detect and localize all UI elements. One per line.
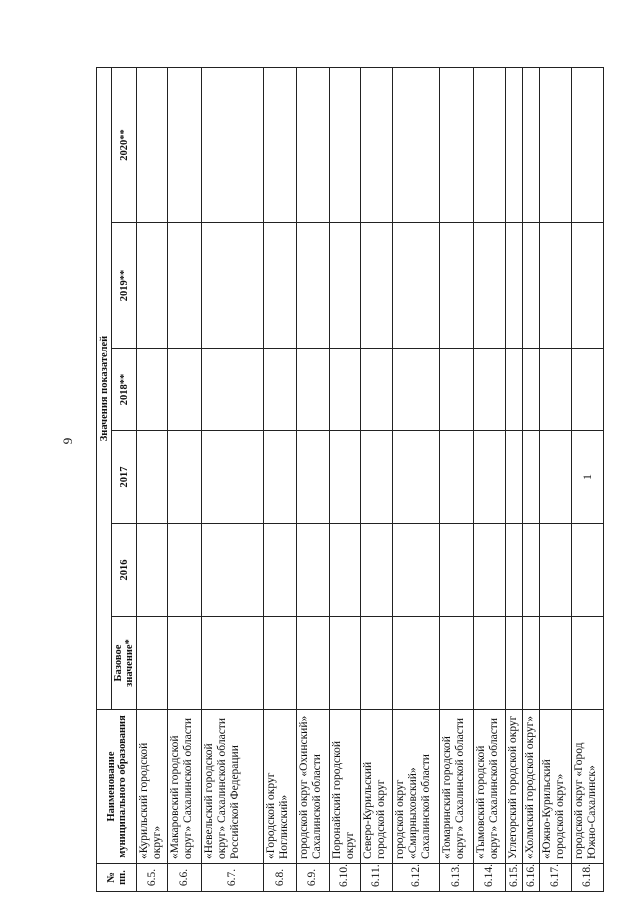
value-base	[393, 617, 440, 710]
row-name: городской округ «Город Южно-Сахалинск»	[571, 710, 603, 864]
value-base	[137, 617, 168, 710]
row-number: 6.10.	[329, 864, 360, 892]
value-2020	[263, 68, 296, 223]
value-2020	[440, 68, 473, 223]
value-2020	[473, 68, 505, 223]
value-2019	[393, 223, 440, 349]
table-row	[263, 68, 296, 892]
value-base	[263, 617, 296, 710]
row-number: 6.7.	[201, 864, 263, 892]
row-number: 6.18.	[571, 864, 603, 892]
value-2020	[360, 68, 392, 223]
value-2018	[393, 349, 440, 431]
header-name: Наименование муниципального образования	[97, 710, 137, 864]
value-2020	[137, 68, 168, 223]
table-row	[571, 68, 603, 892]
table-row	[201, 68, 263, 892]
table-row	[329, 68, 360, 892]
row-name: городской округ «Охинский» Сахалинской области	[297, 710, 329, 864]
value-2020	[168, 68, 201, 223]
value-2019	[297, 223, 329, 349]
row-number: 6.8.	[263, 864, 296, 892]
value-2016	[505, 524, 522, 617]
header-values-group: Значения показателей	[97, 68, 112, 710]
row-number: 6.16.	[523, 864, 540, 892]
row-name: «Холмский городской округ»	[523, 710, 540, 864]
value-2017	[393, 431, 440, 524]
table-row	[137, 68, 168, 892]
rotated-table-wrapper	[96, 68, 604, 892]
value-base	[571, 617, 603, 710]
value-2016	[137, 524, 168, 617]
header-2018: 2018**	[112, 349, 137, 431]
value-base	[523, 617, 540, 710]
row-number: 6.17.	[540, 864, 571, 892]
value-2018	[263, 349, 296, 431]
value-2019	[523, 223, 540, 349]
value-2017	[540, 431, 571, 524]
value-2019	[540, 223, 571, 349]
row-number: 6.9.	[297, 864, 329, 892]
row-name: Северо-Курильский городской округ	[360, 710, 392, 864]
value-2018	[523, 349, 540, 431]
row-name: «Невельский городской округ» Сахалинской области Российской Федерации	[201, 710, 263, 864]
row-number: 6.12.	[393, 864, 440, 892]
header-2017: 2017	[112, 431, 137, 524]
header-num: № пп.	[97, 864, 137, 892]
value-base	[168, 617, 201, 710]
row-name: «Южно-Курильский городской округ»	[540, 710, 571, 864]
page-number: 9	[60, 437, 75, 445]
row-number: 6.5.	[137, 864, 168, 892]
value-base	[505, 617, 522, 710]
value-2016	[263, 524, 296, 617]
value-2016	[540, 524, 571, 617]
value-base	[360, 617, 392, 710]
value-2018	[440, 349, 473, 431]
value-2016	[473, 524, 505, 617]
table-row	[523, 68, 540, 892]
table-row	[393, 68, 440, 892]
value-2018	[168, 349, 201, 431]
row-number: 6.14.	[473, 864, 505, 892]
value-2016	[168, 524, 201, 617]
value-base	[540, 617, 571, 710]
row-name: «Городской округ Ногликский»	[263, 710, 296, 864]
table-row	[360, 68, 392, 892]
row-name: Углегорский городской округ	[505, 710, 522, 864]
value-base	[201, 617, 263, 710]
table-row	[540, 68, 571, 892]
value-2017	[297, 431, 329, 524]
value-base	[329, 617, 360, 710]
value-2019	[201, 223, 263, 349]
value-2019	[360, 223, 392, 349]
value-2020	[523, 68, 540, 223]
value-base	[440, 617, 473, 710]
value-2017	[505, 431, 522, 524]
table-body	[137, 68, 604, 892]
value-2019	[137, 223, 168, 349]
row-name: «Макаровский городской округ» Сахалинской области	[168, 710, 201, 864]
value-2017: 1	[571, 431, 603, 524]
value-2018	[360, 349, 392, 431]
value-base	[297, 617, 329, 710]
value-2017	[473, 431, 505, 524]
value-2016	[201, 524, 263, 617]
value-2016	[393, 524, 440, 617]
indicators-table	[96, 67, 604, 892]
value-2020	[201, 68, 263, 223]
row-name: «Томаринский городской округ» Сахалинской области	[440, 710, 473, 864]
value-2016	[329, 524, 360, 617]
table-row	[168, 68, 201, 892]
header-2016: 2016	[112, 524, 137, 617]
header-2020: 2020**	[112, 68, 137, 223]
value-2018	[297, 349, 329, 431]
value-2019	[329, 223, 360, 349]
header-base: Базовое значение*	[112, 617, 137, 710]
row-name: городской округ «Смирныховский» Сахалинской области	[393, 710, 440, 864]
value-2018	[540, 349, 571, 431]
table-row	[473, 68, 505, 892]
value-2016	[297, 524, 329, 617]
value-2018	[137, 349, 168, 431]
value-2017	[137, 431, 168, 524]
table-row	[440, 68, 473, 892]
value-2019	[263, 223, 296, 349]
row-name: Поронайский городской округ	[329, 710, 360, 864]
header-2019: 2019**	[112, 223, 137, 349]
value-2016	[440, 524, 473, 617]
value-2020	[505, 68, 522, 223]
value-base	[473, 617, 505, 710]
value-2020	[571, 68, 603, 223]
value-2018	[571, 349, 603, 431]
table-row	[297, 68, 329, 892]
value-2017	[329, 431, 360, 524]
value-2018	[201, 349, 263, 431]
row-number: 6.13.	[440, 864, 473, 892]
value-2020	[297, 68, 329, 223]
value-2020	[329, 68, 360, 223]
row-number: 6.11.	[360, 864, 392, 892]
value-2019	[168, 223, 201, 349]
value-2020	[393, 68, 440, 223]
value-2017	[523, 431, 540, 524]
value-2019	[505, 223, 522, 349]
value-2020	[540, 68, 571, 223]
table-row	[505, 68, 522, 892]
value-2016	[571, 524, 603, 617]
value-2016	[360, 524, 392, 617]
value-2016	[523, 524, 540, 617]
row-name: «Тымовский городской округ» Сахалинской области	[473, 710, 505, 864]
value-2017	[440, 431, 473, 524]
value-2019	[440, 223, 473, 349]
value-2018	[473, 349, 505, 431]
value-2017	[201, 431, 263, 524]
row-name: «Курильский городской округ»	[137, 710, 168, 864]
row-number: 6.6.	[168, 864, 201, 892]
row-number: 6.15.	[505, 864, 522, 892]
value-2017	[263, 431, 296, 524]
value-2019	[571, 223, 603, 349]
value-2017	[360, 431, 392, 524]
value-2019	[473, 223, 505, 349]
value-2018	[329, 349, 360, 431]
value-2017	[168, 431, 201, 524]
value-2018	[505, 349, 522, 431]
